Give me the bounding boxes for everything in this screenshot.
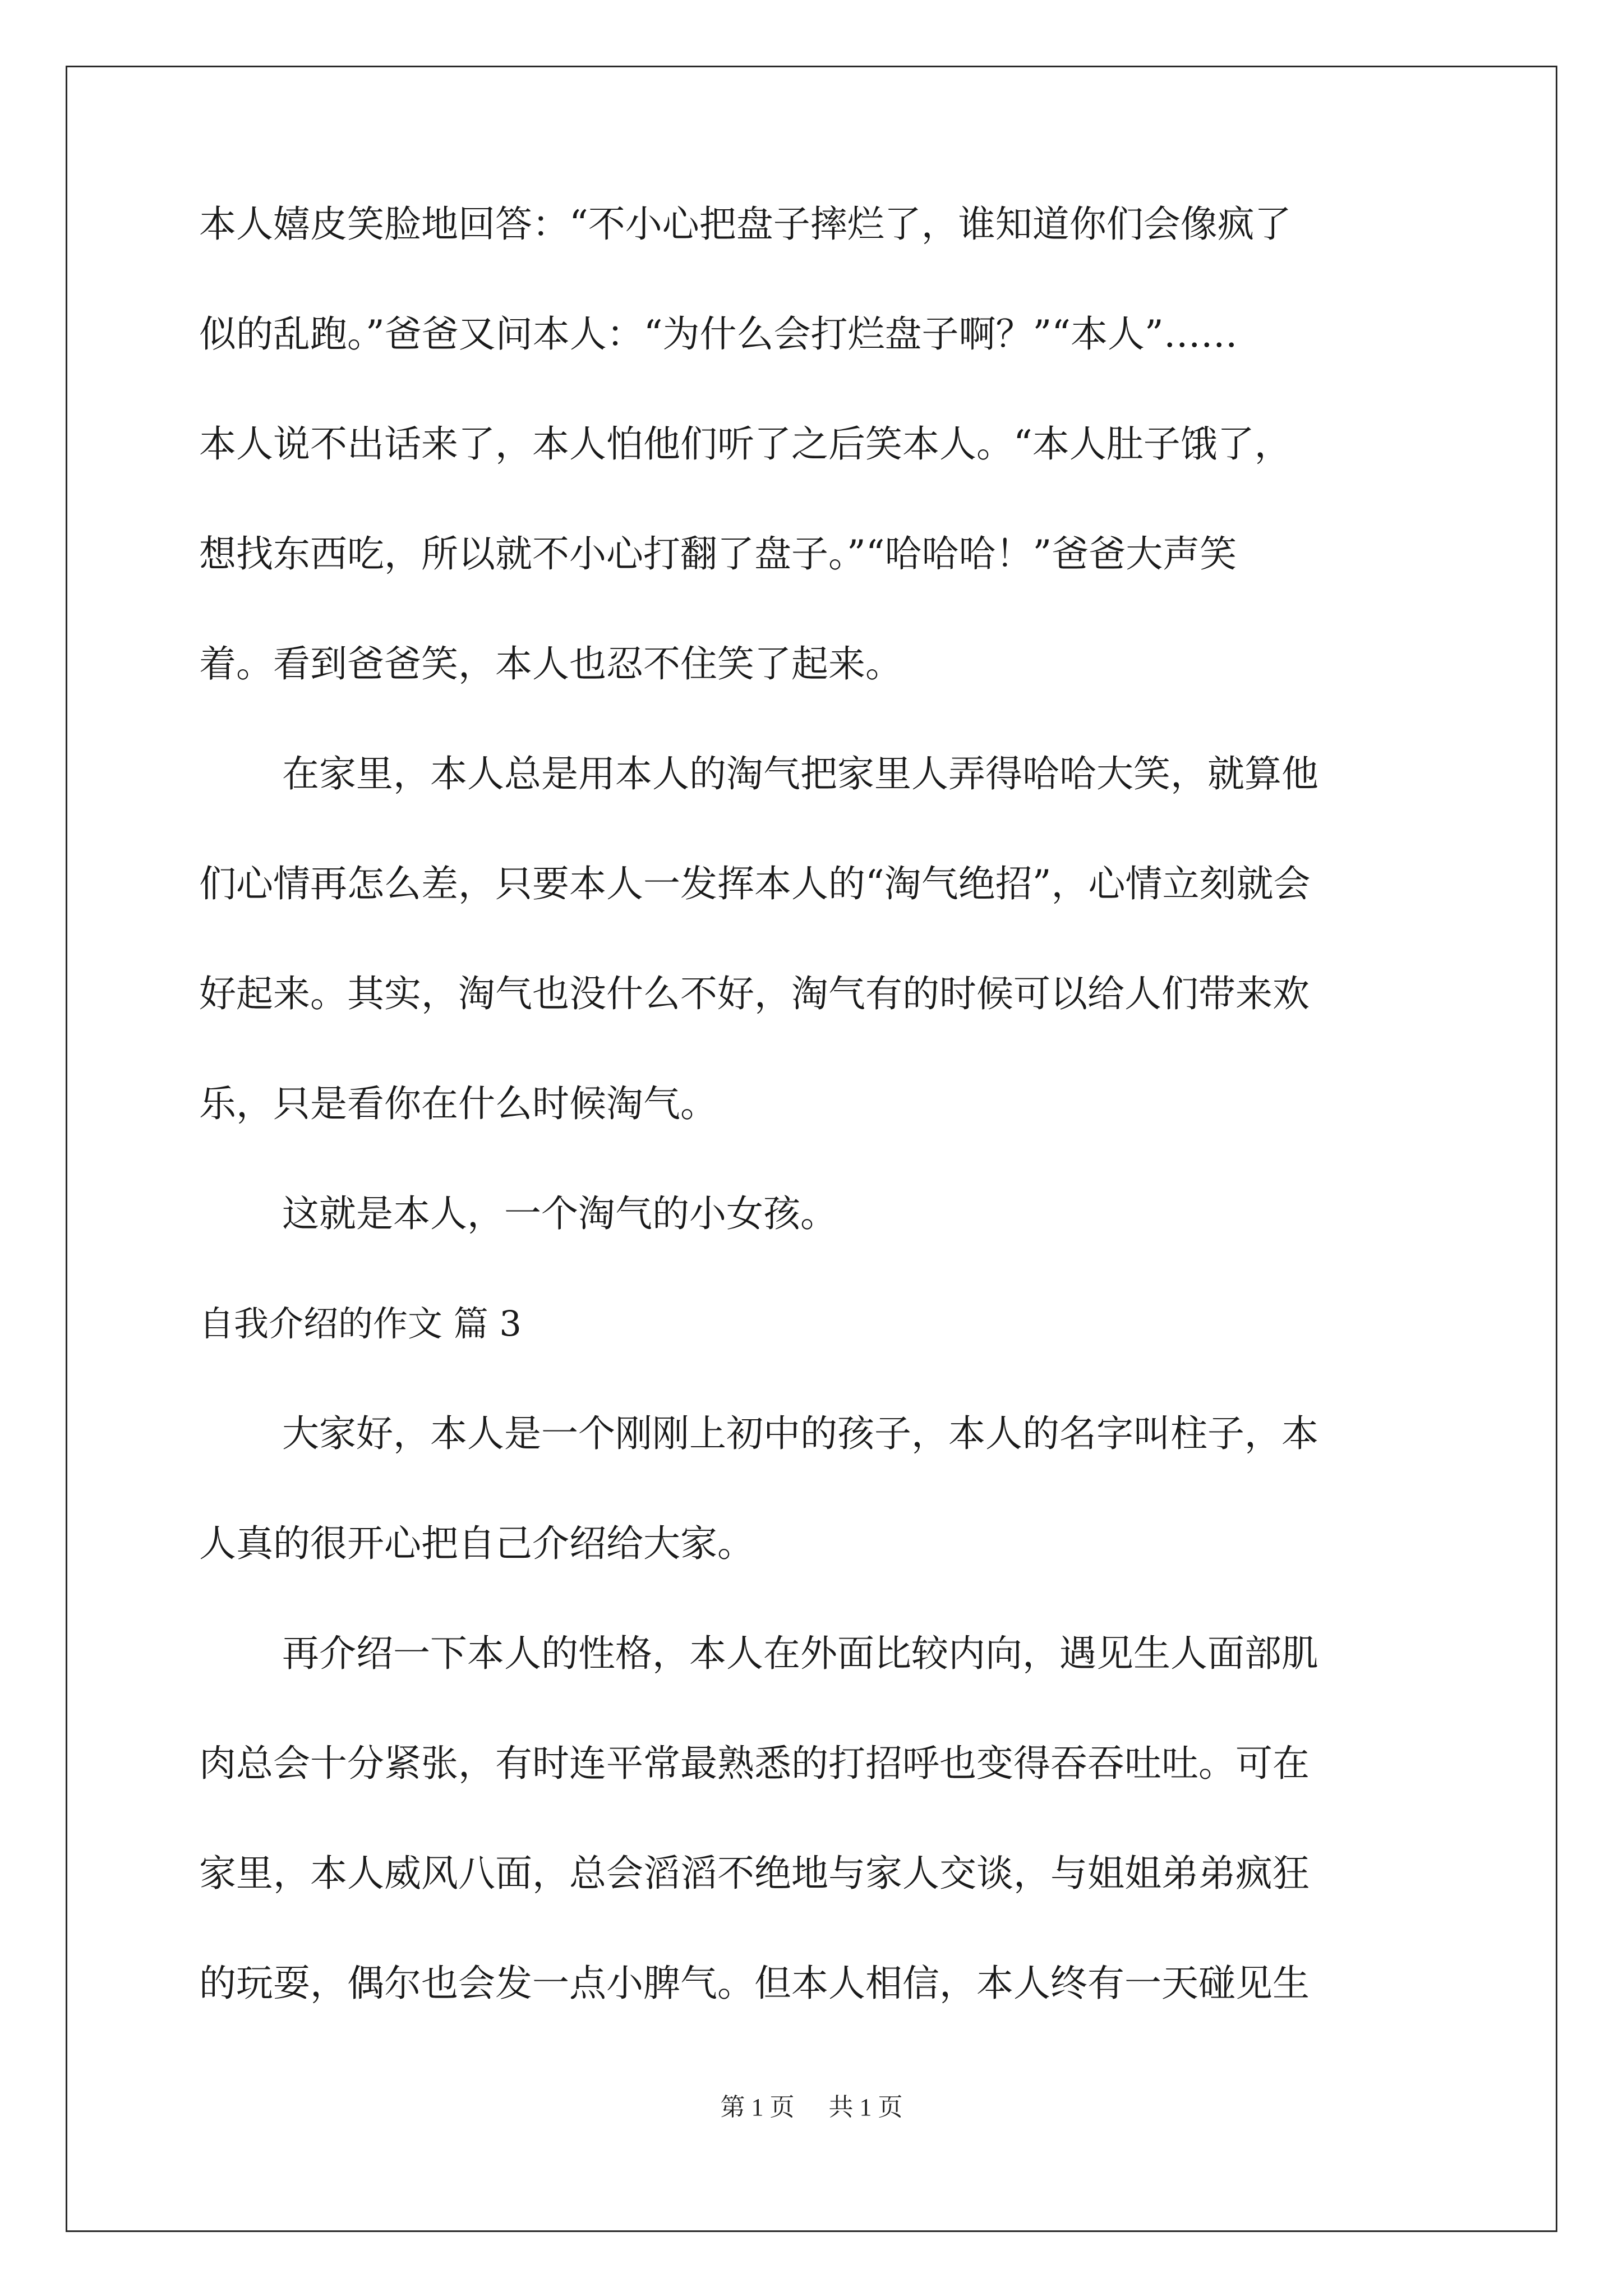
body-line: 好起来。其实，淘气也没什么不好，淘气有的时候可以给人们带来欢 — [199, 972, 1310, 1015]
page-footer — [0, 2087, 1623, 2123]
section-heading: 自我介绍的作文 篇 3 — [199, 1303, 522, 1344]
paragraph-start-line: 再介绍一下本人的性格，本人在外面比较内向，遇见生人面部肌 — [282, 1632, 1318, 1675]
body-line: 家里，本人威风八面，总会滔滔不绝地与家人交谈，与姐姐弟弟疯狂 — [199, 1852, 1310, 1895]
body-line: 着。看到爸爸笑，本人也忍不住笑了起来。 — [199, 642, 902, 685]
body-line: 想找东西吃，所以就不小心打翻了盘子。”“哈哈哈！”爸爸大声笑 — [199, 532, 1237, 576]
body-line: 们心情再怎么差，只要本人一发挥本人的“淘气绝招”，心情立刻就会 — [199, 862, 1311, 905]
body-line: 肉总会十分紧张，有时连平常最熟悉的打招呼也变得吞吞吐吐。可在 — [199, 1742, 1310, 1785]
paragraph-start-line: 这就是本人，一个淘气的小女孩。 — [282, 1192, 837, 1235]
document-body — [199, 196, 1427, 2065]
paragraph-start-line: 在家里，本人总是用本人的淘气把家里人弄得哈哈大笑，就算他 — [282, 752, 1318, 795]
paragraph-start-line: 大家好，本人是一个刚刚上初中的孩子，本人的名字叫柱子，本 — [282, 1412, 1318, 1455]
body-line: 乐，只是看你在什么时候淘气。 — [199, 1082, 717, 1125]
body-line: 人真的很开心把自己介绍给大家。 — [199, 1522, 754, 1565]
body-line: 本人说不出话来了，本人怕他们听了之后笑本人。“本人肚子饿了， — [199, 422, 1292, 466]
page-number-total: 共 1 页 — [828, 2093, 903, 2121]
body-line: 的玩耍，偶尔也会发一点小脾气。但本人相信，本人终有一天碰见生 — [199, 1962, 1310, 2005]
body-line: 似的乱跑。”爸爸又问本人：“为什么会打烂盘子啊？”“本人”…… — [199, 312, 1238, 356]
body-line: 本人嬉皮笑脸地回答：“不小心把盘子摔烂了，谁知道你们会像疯了 — [199, 203, 1292, 246]
page-number-current: 第 1 页 — [720, 2093, 795, 2121]
